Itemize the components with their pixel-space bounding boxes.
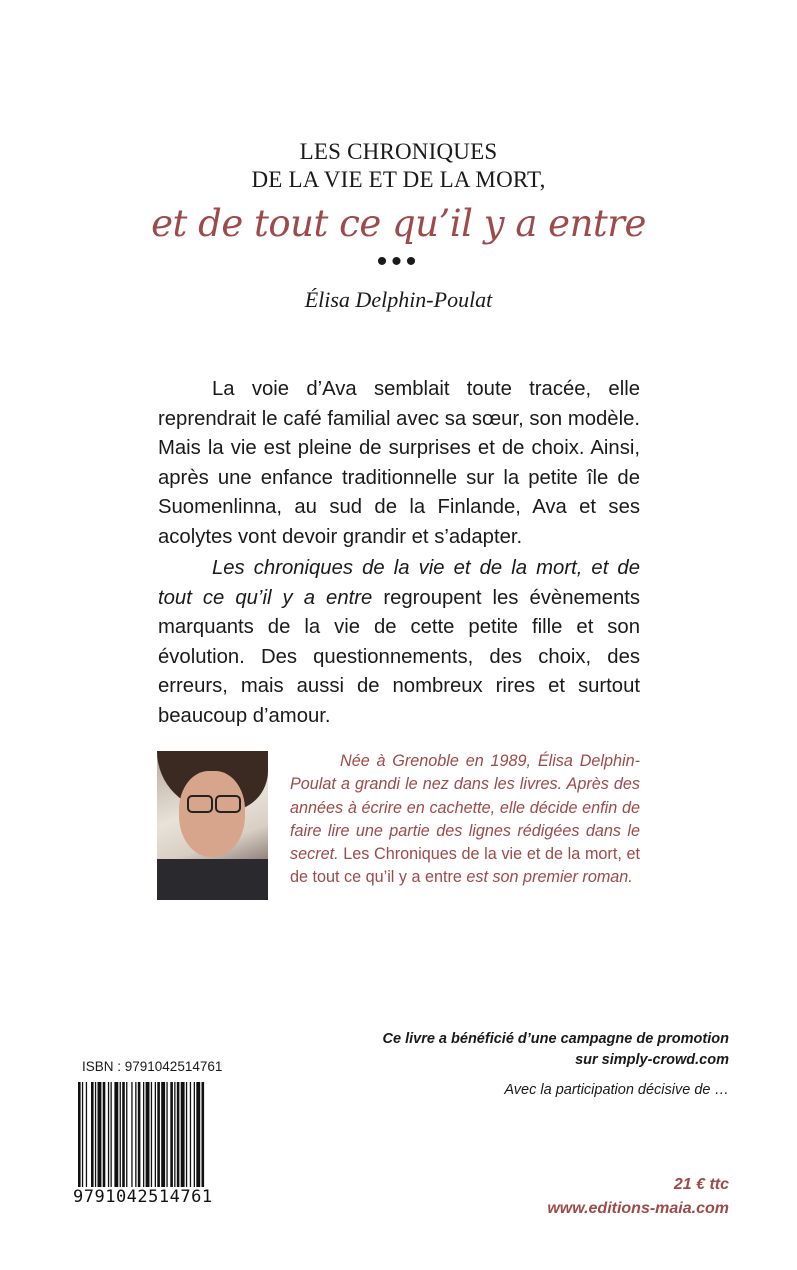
isbn-label: ISBN : 9791042514761 xyxy=(82,1059,223,1074)
bio-text-1: Née à Grenoble en 1989, Élisa Delphin-Poulat a grandi le nez dans les livres. Après des années à écrire en cachette, elle décide enfin de faire lire une partie des lignes rédigées dans le secret. xyxy=(290,752,640,864)
price-block xyxy=(547,1173,729,1221)
bio-book-title: Les Chroniques de la vie et de la mort, et de tout ce qu’il y a entre xyxy=(290,845,640,887)
participation-note: Avec la participation décisive de … xyxy=(504,1082,729,1098)
promotion-line-1: Ce livre a bénéficié d’une campagne de promotion xyxy=(382,1031,729,1047)
publisher-website: www.editions-maia.com xyxy=(547,1200,729,1217)
synopsis xyxy=(158,375,640,731)
author-name: Élisa Delphin-Poulat xyxy=(304,287,493,312)
title-line-2: DE LA VIE ET DE LA MORT, xyxy=(251,167,546,192)
synopsis-paragraph-1: La voie d’Ava semblait toute tracée, elle reprendrait le café familial avec sa sœur, son modèle. Mais la vie est pleine de surprises et de choix. Ainsi, après une enfance traditionnelle sur la petite île de Suomenlinna, au sud de la Finlande, Ava et ses acolytes vont devoir grandir et s’adapter. xyxy=(158,378,640,548)
ornament-dots: ••• xyxy=(376,245,421,278)
promotion-note xyxy=(329,1029,729,1071)
author-bio xyxy=(290,750,640,890)
synopsis-paragraph-2-text: regroupent les évènements marquants de la vie de cette petite fille et son évolution. Des questionnements, des choix, des erreurs, mais aussi de nombreux rires et surtout beaucoup d’amour. xyxy=(158,586,640,727)
bio-text-2: est son premier roman. xyxy=(461,868,633,887)
author-photo xyxy=(157,751,268,900)
title-script: et de tout ce qu’il y a entre xyxy=(151,202,646,245)
title-line-1: LES CHRONIQUES xyxy=(299,139,498,164)
barcode-digits: 9791042514761 xyxy=(73,1187,213,1207)
book-title-italic: Les chroniques de la vie et de la mort, et de tout ce qu’il y a entre xyxy=(158,557,640,609)
promotion-line-2: sur simply-crowd.com xyxy=(575,1052,729,1068)
price: 21 € ttc xyxy=(673,1176,729,1193)
title-block xyxy=(0,138,797,313)
synopsis-paragraph-2 xyxy=(158,554,640,731)
